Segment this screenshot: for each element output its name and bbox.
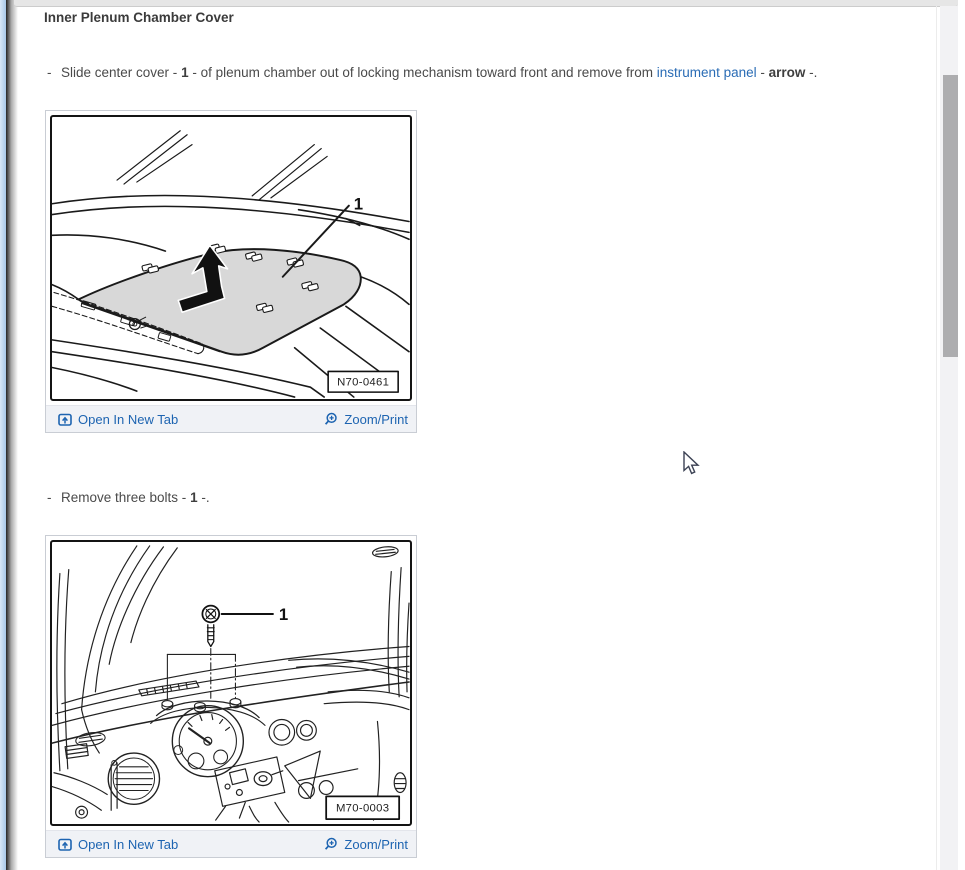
open-in-new-tab-label: Open In New Tab <box>78 836 179 852</box>
open-in-new-tab-link[interactable] <box>58 412 178 427</box>
figure-toolbar <box>46 830 416 857</box>
svg-text:M70-0003: M70-0003 <box>335 802 390 815</box>
scrollbar-track[interactable] <box>940 6 958 870</box>
magnifier-plus-icon <box>324 412 338 426</box>
top-divider <box>14 0 958 7</box>
technical-illustration-dashboard-bolts <box>52 542 410 824</box>
scrollbar-thumb[interactable] <box>943 75 958 357</box>
zoom-print-link[interactable] <box>324 412 408 427</box>
figure-n70-0461 <box>45 110 417 433</box>
callout-1: 1 <box>353 194 364 214</box>
figure-id-label <box>328 371 398 392</box>
step-text: - of plenum chamber out of locking mechanism toward front and remove from <box>188 64 657 80</box>
instruction-step-1 <box>47 65 877 80</box>
svg-text:N70-0461: N70-0461 <box>337 376 390 389</box>
figure-id-label <box>326 796 399 819</box>
step-dash: - <box>47 489 52 505</box>
step-text: -. <box>805 64 818 80</box>
bolt-illustration <box>202 606 219 647</box>
callout-1: 1 <box>278 604 289 624</box>
figure-m70-0003 <box>45 535 417 858</box>
zoom-print-label: Zoom/Print <box>344 411 408 427</box>
arrow-cursor <box>683 451 700 476</box>
zoom-print-label: Zoom/Print <box>344 836 408 852</box>
panel-shadow <box>6 0 18 870</box>
open-in-new-tab-link[interactable] <box>58 837 178 852</box>
callout-ref: 1 <box>181 64 189 80</box>
technical-illustration-plenum-cover <box>52 117 410 399</box>
instrument-panel-link[interactable]: instrument panel <box>656 64 757 80</box>
page-title: Inner Plenum Chamber Cover <box>44 10 234 25</box>
figure-image <box>50 115 412 401</box>
callout-ref: 1 <box>190 489 198 505</box>
open-in-new-tab-icon <box>58 413 72 426</box>
step-text: Remove three bolts - <box>61 489 191 505</box>
open-in-new-tab-label: Open In New Tab <box>78 411 179 427</box>
step-dash: - <box>47 64 52 80</box>
zoom-print-link[interactable] <box>324 837 408 852</box>
step-text: - <box>756 64 769 80</box>
figure-image <box>50 540 412 826</box>
open-in-new-tab-icon <box>58 838 72 851</box>
magnifier-plus-icon <box>324 837 338 851</box>
arrow-ref: arrow <box>768 64 806 80</box>
step-text: -. <box>197 489 210 505</box>
step-text: Slide center cover - <box>61 64 182 80</box>
content-edge-line <box>936 6 937 870</box>
figure-toolbar <box>46 405 416 432</box>
instruction-step-2 <box>47 490 210 505</box>
